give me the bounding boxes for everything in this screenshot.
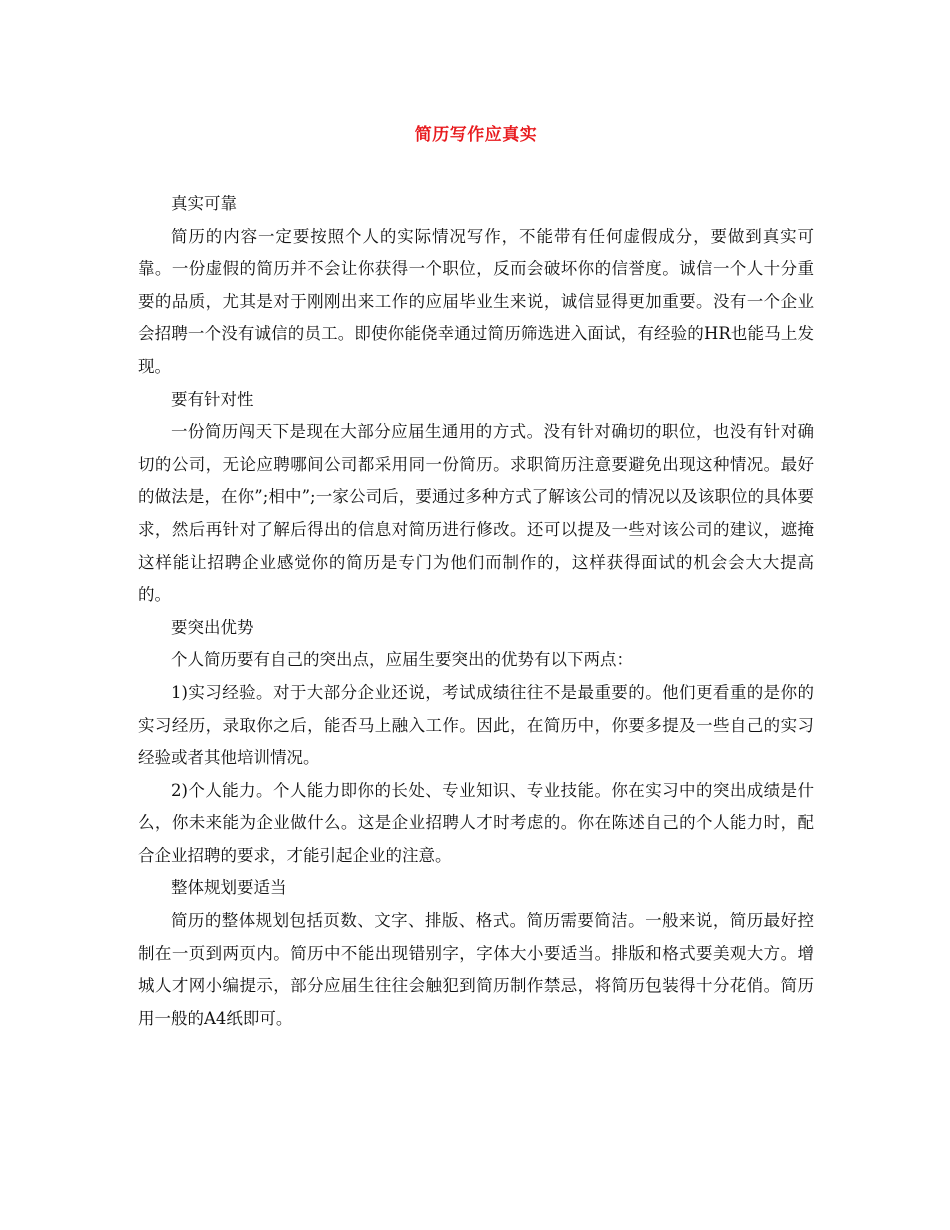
- document-body: [138, 118, 814, 1035]
- list-item-ability: 2)个人能力。个人能力即你的长处、专业知识、专业技能。你在实习中的突出成绩是什么，你未来能为企业做什么。这是企业招聘人才时考虑的。你在陈述自己的个人能力时，配合企业招聘的要求，才能引起企业的注意。: [138, 780, 814, 865]
- section-heading-targeted: 要有针对性: [171, 389, 254, 409]
- section-heading-layout: 整体规划要适当: [171, 878, 287, 898]
- section-heading-reliable: 真实可靠: [171, 194, 237, 213]
- paragraph-layout: 简历的整体规划包括页数、文字、排版、格式。简历需要简洁。一般来说，简历最好控制在一页到两页内。简历中不能出现错别字，字体大小要适当。排版和格式要美观大方。增城人才网小编提示，部分应届生往往会触犯到简历制作禁忌，将简历包装得十分花俏。简历用一般的A4纸即可。: [138, 911, 814, 1028]
- section-heading-advantages: 要突出优势: [171, 617, 254, 637]
- document-title: 简历写作应真实: [414, 125, 538, 145]
- paragraph-advantages-intro: 个人简历要有自己的突出点，应届生要突出的优势有以下两点：: [171, 650, 633, 670]
- paragraph-targeted: 一份简历闯天下是现在大部分应届生通用的方式。没有针对确切的职位，也没有针对确切的公司，无论应聘哪间公司都采用同一份简历。求职简历注意要避免出现这种情况。最好的做法是，在你”;相中”;一家公司后，要通过多种方式了解该公司的情况以及该职位的具体要求，然后再针对了解后得出的信息对简历进行修改。还可以提及一些对该公司的建议，遮掩这样能让招聘企业感觉你的简历是专门为他们而制作的，这样获得面试的机会会大大提高的。: [138, 422, 814, 605]
- list-item-internship: 1)实习经验。对于大部分企业还说，考试成绩往往不是最重要的。他们更看重的是你的实习经历，录取你之后，能否马上融入工作。因此，在简历中，你要多提及一些自己的实习经验或者其他培训情况。: [138, 682, 814, 768]
- paragraph-reliable: 简历的内容一定要按照个人的实际情况写作，不能带有任何虚假成分，要做到真实可靠。一份虚假的简历并不会让你获得一个职位，反而会破坏你的信誉度。诚信一个人十分重要的品质，尤其是对于刚刚出来工作的应届毕业生来说，诚信显得更加重要。没有一个企业会招聘一个没有诚信的员工。即使你能侥幸通过简历筛选进入面试，有经验的HR也能马上发现。: [138, 226, 814, 376]
